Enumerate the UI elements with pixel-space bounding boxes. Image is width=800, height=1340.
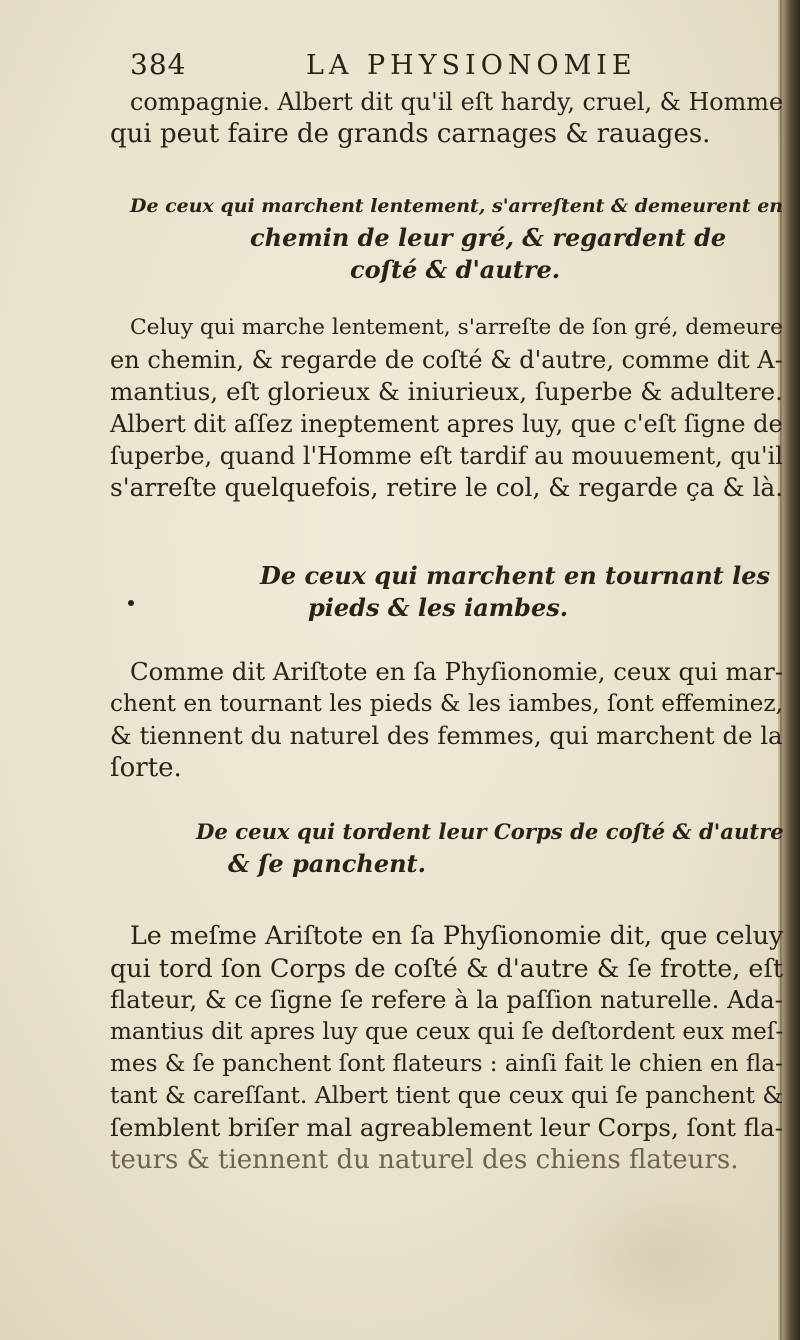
text-line: mes & ſe panchent ſont flateurs : ainſi fait le chien en fla-	[110, 1051, 783, 1077]
running-head: LA PHYSIONOMIE	[306, 50, 637, 81]
text-line: Celuy qui marche lentement, s'arreſte de ſon gré, demeure	[130, 315, 784, 340]
text-line: qui tord ſon Corps de coſté & d'autre & ſe frotte, eſt	[110, 953, 784, 983]
text-line: Le meſme Ariſtote en ſa Phyſionomie dit, que celuy	[130, 921, 784, 950]
text-line: ſemblent briſer mal agreablement leur Corps, ſont fla-	[110, 1113, 783, 1142]
text-line: mantius, eſt glorieux & iniurieux, ſuperbe & adultere.	[110, 377, 783, 406]
text-line: & tiennent du naturel des femmes, qui marchent de la	[110, 721, 783, 750]
text-line: Albert dit aſſez ineptement apres luy, que c'eſt ſigne de	[110, 410, 783, 438]
text-line: qui peut faire de grands carnages & rauages.	[110, 119, 711, 149]
section-body-3	[110, 920, 790, 1176]
text-line: ſuperbe, quand l'Homme eſt tardif au mouuement, qu'il	[110, 442, 783, 470]
text-line: mantius dit apres luy que ceux qui ſe deſtordent eux meſ-	[110, 1019, 784, 1045]
section-body-2	[110, 656, 790, 784]
heading-line: pieds & les iambes.	[308, 593, 569, 622]
section-heading-3	[110, 816, 790, 880]
text-line: s'arreſte quelquefois, retire le col, & regarde ça & là.	[110, 473, 784, 502]
text-line: compagnie. Albert dit qu'il eſt hardy, cruel, & Homme	[130, 88, 784, 116]
heading-line: & ſe panchent.	[228, 849, 426, 878]
heading-line: De ceux qui marchent lentement, s'arreſtent & demeurent en	[130, 195, 784, 217]
heading-line: chemin de leur gré, & regardent de	[250, 223, 727, 252]
text-line: chent en tournant les pieds & les iambes, ſont effeminez,	[110, 690, 783, 717]
text-line: flateur, & ce ſigne ſe refere à la paſſion naturelle. Ada-	[110, 985, 783, 1014]
section-body-1	[110, 312, 790, 504]
text-line: Comme dit Ariſtote en ſa Phyſionomie, ceux qui mar-	[130, 657, 783, 686]
text-line: tant & careſſant. Albert tient que ceux qui ſe panchent &	[110, 1082, 784, 1109]
text-line: ſorte.	[110, 753, 182, 783]
page-number: 384	[130, 48, 187, 81]
section-heading-1	[110, 190, 790, 286]
show-through-stain	[560, 1180, 760, 1330]
text-line: teurs & tiennent du naturel des chiens flateurs.	[110, 1145, 739, 1175]
opening-paragraph	[110, 86, 790, 150]
heading-line: De ceux qui marchent en tournant les	[260, 561, 770, 590]
heading-line: coſté & d'autre.	[350, 255, 561, 284]
heading-line: De ceux qui tordent leur Corps de coſté & d'autre	[196, 819, 784, 844]
text-line: en chemin, & regarde de coſté & d'autre, comme dit A-	[110, 346, 783, 374]
section-heading-2	[110, 560, 790, 624]
page-header	[130, 46, 690, 90]
